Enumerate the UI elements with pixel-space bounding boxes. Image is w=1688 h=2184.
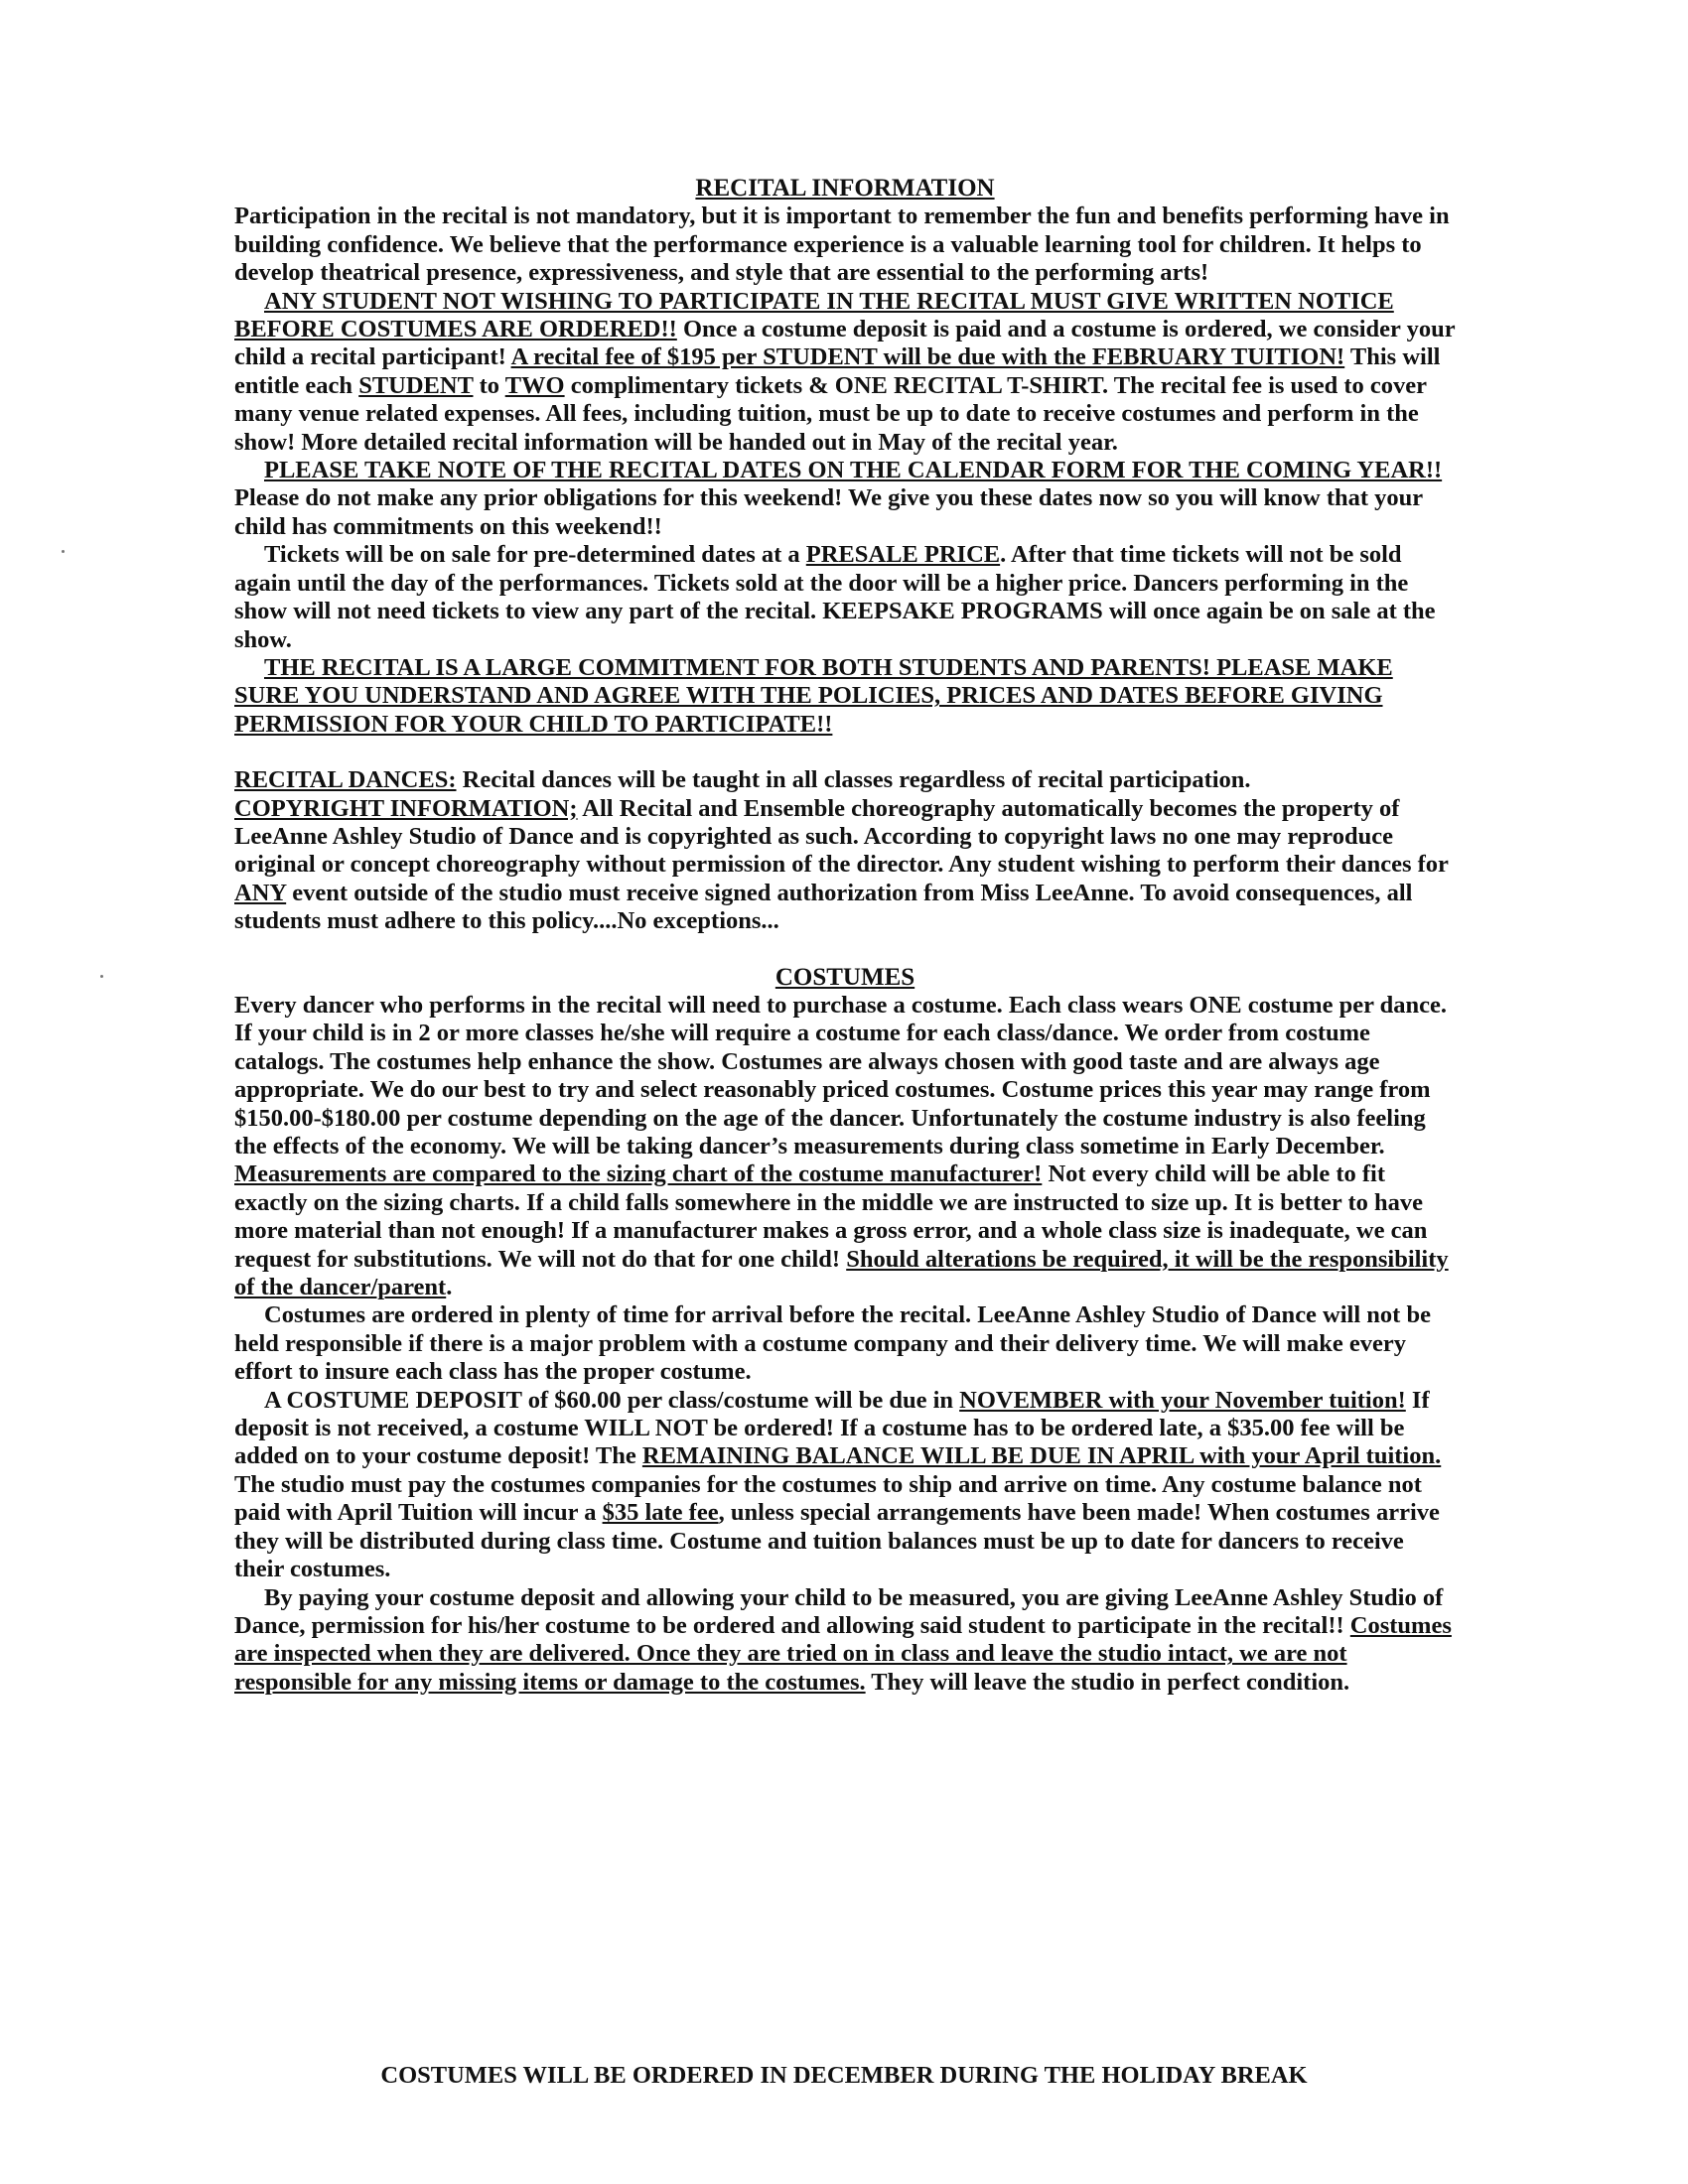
costume-arrival-paragraph: Costumes are ordered in plenty of time for arrival before the recital. LeeAnne Ashley Studio of Dance will not be held responsible if there is a major problem with a costume company and their delivery time. We will make every effort to insure each class has the proper costume.: [234, 1301, 1431, 1386]
costumes-title: COSTUMES: [774, 963, 915, 991]
costume-deposit-paragraph: A COSTUME DEPOSIT of $60.00 per class/costume will be due in NOVEMBER with your November tuition! If deposit is not received, a costume WILL NOT be ordered! If a costume has to be ordered late, a $35.00 fee will be added on to your costume deposit! The REMAINING BALANCE WILL BE DUE IN APRIL with your April tuition. The studio must pay the costumes companies for the costumes to ship and arrive on time. Any costume balance not paid with April Tuition will incur a $35 late fee, unless special arrangements have been made! When costumes arrive they will be distributed during class time. Costume and tuition balances must be up to date for dancers to receive their costumes.: [234, 1386, 1442, 1583]
scan-speck: [62, 550, 65, 553]
inspection-text: Costumes are inspected when they are delivered. Once they are tried on in class and leave the studio intact, we are not responsible for any missing items or damage to the costumes.: [234, 1611, 1452, 1696]
remaining-balance-text: REMAINING BALANCE WILL BE DUE IN APRIL with your April tuition.: [641, 1442, 1442, 1470]
recital-dances-label: RECITAL DANCES:: [234, 766, 457, 794]
alterations-text: Should alterations be required, it will be the responsibility of the dancer/parent: [234, 1245, 1449, 1301]
scan-speck: [100, 975, 103, 978]
recital-dances-paragraph: RECITAL DANCES: Recital dances will be taught in all classes regardless of recital participation.: [234, 766, 1251, 794]
recital-participation-paragraph: ANY STUDENT NOT WISHING TO PARTICIPATE IN THE RECITAL MUST GIVE WRITTEN NOTICE BEFORE COSTUMES ARE ORDERED!! Once a costume deposit is paid and a costume is ordered, we consider your child a recital participant! A recital fee of $195 per STUDENT will be due with the FEBRUARY TUITION! This will entitle each STUDENT to TWO complimentary tickets & ONE RECITAL T-SHIRT. The recital fee is used to cover many venue related expenses. All fees, including tuition, must be up to date to receive costumes and perform in the show! More detailed recital information will be handed out in May of the recital year.: [234, 287, 1456, 456]
tickets-paragraph: Tickets will be on sale for pre-determined dates at a PRESALE PRICE. After that time tickets will not be sold again until the day of the performances. Tickets sold at the door will be a higher price. Dancers performing in the show will not need tickets to view any part of the recital. KEEPSAKE PROGRAMS will once again be on sale at the show.: [234, 541, 1436, 653]
late-fee-text: $35 late fee: [602, 1499, 719, 1527]
recital-title: RECITAL INFORMATION: [695, 175, 995, 202]
copyright-paragraph: COPYRIGHT INFORMATION; All Recital and Ensemble choreography automatically becomes the property of LeeAnne Ashley Studio of Dance and is copyrighted as such. According to copyright laws no one may reproduce original or concept choreography without permission of the director. Any student wishing to perform their dances for ANY event outside of the studio must receive signed authorization from Miss LeeAnne. To avoid consequences, all students must adhere to this policy....No exceptions...: [234, 794, 1449, 935]
recital-dates-notice: PLEASE TAKE NOTE OF THE RECITAL DATES ON THE CALENDAR FORM FOR THE COMING YEAR!!: [264, 457, 1443, 484]
recital-fee-text: A recital fee of $195 per STUDENT will be due with the FEBRUARY TUITION!: [510, 343, 1345, 371]
recital-intro-paragraph: Participation in the recital is not mandatory, but it is important to remember the fun and benefits performing have in building confidence. We believe that the performance experience is a valuable learning tool for children. It helps to develop theatrical presence, expressiveness, and style that are essential to the performing arts!: [234, 203, 1450, 287]
recital-dates-paragraph: PLEASE TAKE NOTE OF THE RECITAL DATES ON THE CALENDAR FORM FOR THE COMING YEAR!! Please do not make any prior obligations for this weekend! We give you these dates now so you will know that your child has commitments on this weekend!!: [234, 457, 1443, 540]
document-body: [234, 175, 1456, 1697]
costume-permission-paragraph: By paying your costume deposit and allowing your child to be measured, you are giving LeeAnne Ashley Studio of Dance, permission for his/her costume to be ordered and allowing said student to participate in the recital!! Costumes are inspected when they are delivered. Once they are tried on in class and leave the studio intact, we are not responsible for any missing items or damage to the costumes. They will leave the studio in perfect condition.: [234, 1583, 1452, 1696]
copyright-label: COPYRIGHT INFORMATION;: [234, 794, 578, 822]
presale-price-text: PRESALE PRICE: [805, 541, 1001, 569]
commitment-paragraph: THE RECITAL IS A LARGE COMMITMENT FOR BOTH STUDENTS AND PARENTS! PLEASE MAKE SURE YOU UNDERSTAND AND AGREE WITH THE POLICIES, PRICES AND DATES BEFORE GIVING PERMISSION FOR YOUR CHILD TO PARTICIPATE!!: [234, 653, 1393, 738]
costumes-intro-paragraph: Every dancer who performs in the recital will need to purchase a costume. Each class wears ONE costume per dance. If your child is in 2 or more classes he/she will require a costume for each class/dance. We order from costume catalogs. The costumes help enhance the show. Costumes are always chosen with good taste and are always age appropriate. We do our best to try and select reasonably priced costumes. Costume prices this year may range from $150.00-$180.00 per costume depending on the age of the dancer. Unfortunately the costume industry is also feeling the effects of the economy. We will be taking dancer’s measurements during class sometime in Early December. Measurements are compared to the sizing chart of the costume manufacturer! Not every child will be able to fit exactly on the sizing charts. If a child falls somewhere in the middle we are instructed to size up. It is better to have more material than not enough! If a manufacturer makes a gross error, and a whole class size is inadequate, we can request for substitutions. We will not do that for one child! Should alterations be required, it will be the responsibility of the dancer/parent.: [234, 991, 1449, 1301]
written-notice-text: ANY STUDENT NOT WISHING TO PARTICIPATE IN THE RECITAL MUST GIVE WRITTEN NOTICE BEFORE COSTUMES ARE ORDERED!!: [234, 287, 1394, 343]
ordering-notice-footer: COSTUMES WILL BE ORDERED IN DECEMBER DURING THE HOLIDAY BREAK: [380, 2062, 1308, 2089]
measurements-text: Measurements are compared to the sizing chart of the costume manufacturer!: [234, 1160, 1043, 1188]
november-deposit-text: NOVEMBER with your November tuition!: [959, 1386, 1406, 1414]
